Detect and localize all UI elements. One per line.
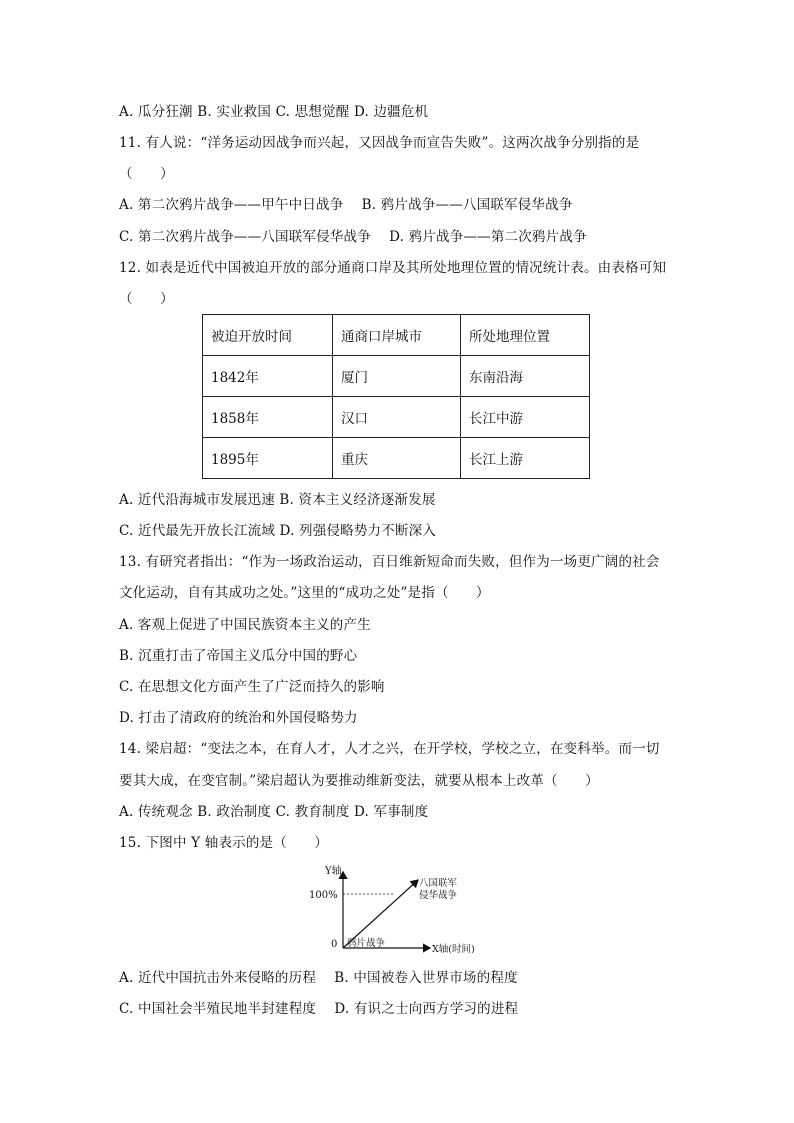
line-q14-stem-1: 14. 梁启超：“变法之本，在育人才，人才之兴，在开学校，学校之立，在变科举。而一切 bbox=[119, 741, 660, 757]
table-row bbox=[203, 438, 590, 479]
line-q13-stem-2: 文化运动，自有其成功之处。”这里的“成功之处”是指（ ） bbox=[119, 585, 490, 601]
line-q13-option-b: B. 沉重打击了帝国主义瓜分中国的野心 bbox=[119, 648, 358, 664]
table-cell: 汉口 bbox=[333, 397, 461, 438]
table-cell: 长江上游 bbox=[461, 438, 590, 479]
y-tick-100: 100% bbox=[309, 890, 338, 901]
line-q15-options-cd: C. 中国社会半殖民地半封建程度 D. 有识之士向西方学习的进程 bbox=[119, 1001, 519, 1017]
end-label-1: 八国联军 bbox=[419, 878, 458, 889]
line-q11-bracket: （ ） bbox=[119, 166, 174, 182]
line-q11-options-cd: C. 第二次鸦片战争——八国联军侵华战争 D. 鸦片战争——第二次鸦片战争 bbox=[119, 229, 587, 245]
table-row bbox=[203, 356, 590, 397]
table-cell: 东南沿海 bbox=[461, 356, 590, 397]
line-q11-stem: 11. 有人说：“洋务运动因战争而兴起，又因战争而宣告失败”。这两次战争分别指的是 bbox=[119, 135, 640, 151]
table-cell: 长江中游 bbox=[461, 397, 590, 438]
line-q14-options: A. 传统观念 B. 政治制度 C. 教育制度 D. 军事制度 bbox=[119, 804, 429, 820]
table-header-cell: 所处地理位置 bbox=[461, 315, 590, 356]
line-q12-options-ab: A. 近代沿海城市发展迅速 B. 资本主义经济逐渐发展 bbox=[119, 492, 436, 508]
table-header-row bbox=[203, 315, 590, 356]
table-cell: 重庆 bbox=[333, 438, 461, 479]
line-q14-stem-2: 要其大成，在变官制。”梁启超认为要推动维新变法，就要从根本上改革（ ） bbox=[119, 773, 599, 789]
table-header-cell: 被迫开放时间 bbox=[203, 315, 333, 356]
start-label: 鸦片战争 bbox=[347, 938, 386, 949]
table-cell: 厦门 bbox=[333, 356, 461, 397]
x-axis-label: X轴(时间) bbox=[432, 944, 475, 955]
line-q13-option-d: D. 打击了清政府的统治和外国侵略势力 bbox=[119, 710, 358, 726]
line-q12-bracket: （ ） bbox=[119, 291, 174, 307]
table-cell: 1842年 bbox=[203, 356, 333, 397]
line-q15-options-ab: A. 近代中国抗击外来侵略的历程 B. 中国被卷入世界市场的程度 bbox=[119, 970, 518, 986]
line-q10-options: A. 瓜分狂潮 B. 实业救国 C. 思想觉醒 D. 边疆危机 bbox=[119, 104, 429, 120]
q15-figure bbox=[305, 862, 505, 958]
line-q12-options-cd: C. 近代最先开放长江流域 D. 列强侵略势力不断深入 bbox=[119, 523, 437, 539]
table-cell: 1858年 bbox=[203, 397, 333, 438]
line-q12-stem: 12. 如表是近代中国被迫开放的部分通商口岸及其所处地理位置的情况统计表。由表格可知 bbox=[119, 260, 667, 276]
line-q13-stem-1: 13. 有研究者指出：“作为一场政治运动，百日维新短命而失败，但作为一场更广阔的社会 bbox=[119, 554, 660, 570]
line-q13-option-c: C. 在思想文化方面产生了广泛而持久的影响 bbox=[119, 679, 385, 695]
table-row bbox=[203, 397, 590, 438]
y-axis-label: Y轴 bbox=[325, 866, 342, 877]
ports-table bbox=[202, 314, 590, 479]
origin-label: 0 bbox=[331, 939, 338, 950]
table-cell: 1895年 bbox=[203, 438, 333, 479]
end-label-2: 侵华战争 bbox=[419, 890, 458, 901]
line-q13-option-a: A. 客观上促进了中国民族资本主义的产生 bbox=[119, 617, 371, 633]
line-q15-stem: 15. 下图中 Y 轴表示的是（ ） bbox=[119, 835, 329, 851]
table-header-cell: 通商口岸城市 bbox=[333, 315, 461, 356]
line-q11-options-ab: A. 第二次鸦片战争——甲午中日战争 B. 鸦片战争——八国联军侵华战争 bbox=[119, 197, 573, 213]
